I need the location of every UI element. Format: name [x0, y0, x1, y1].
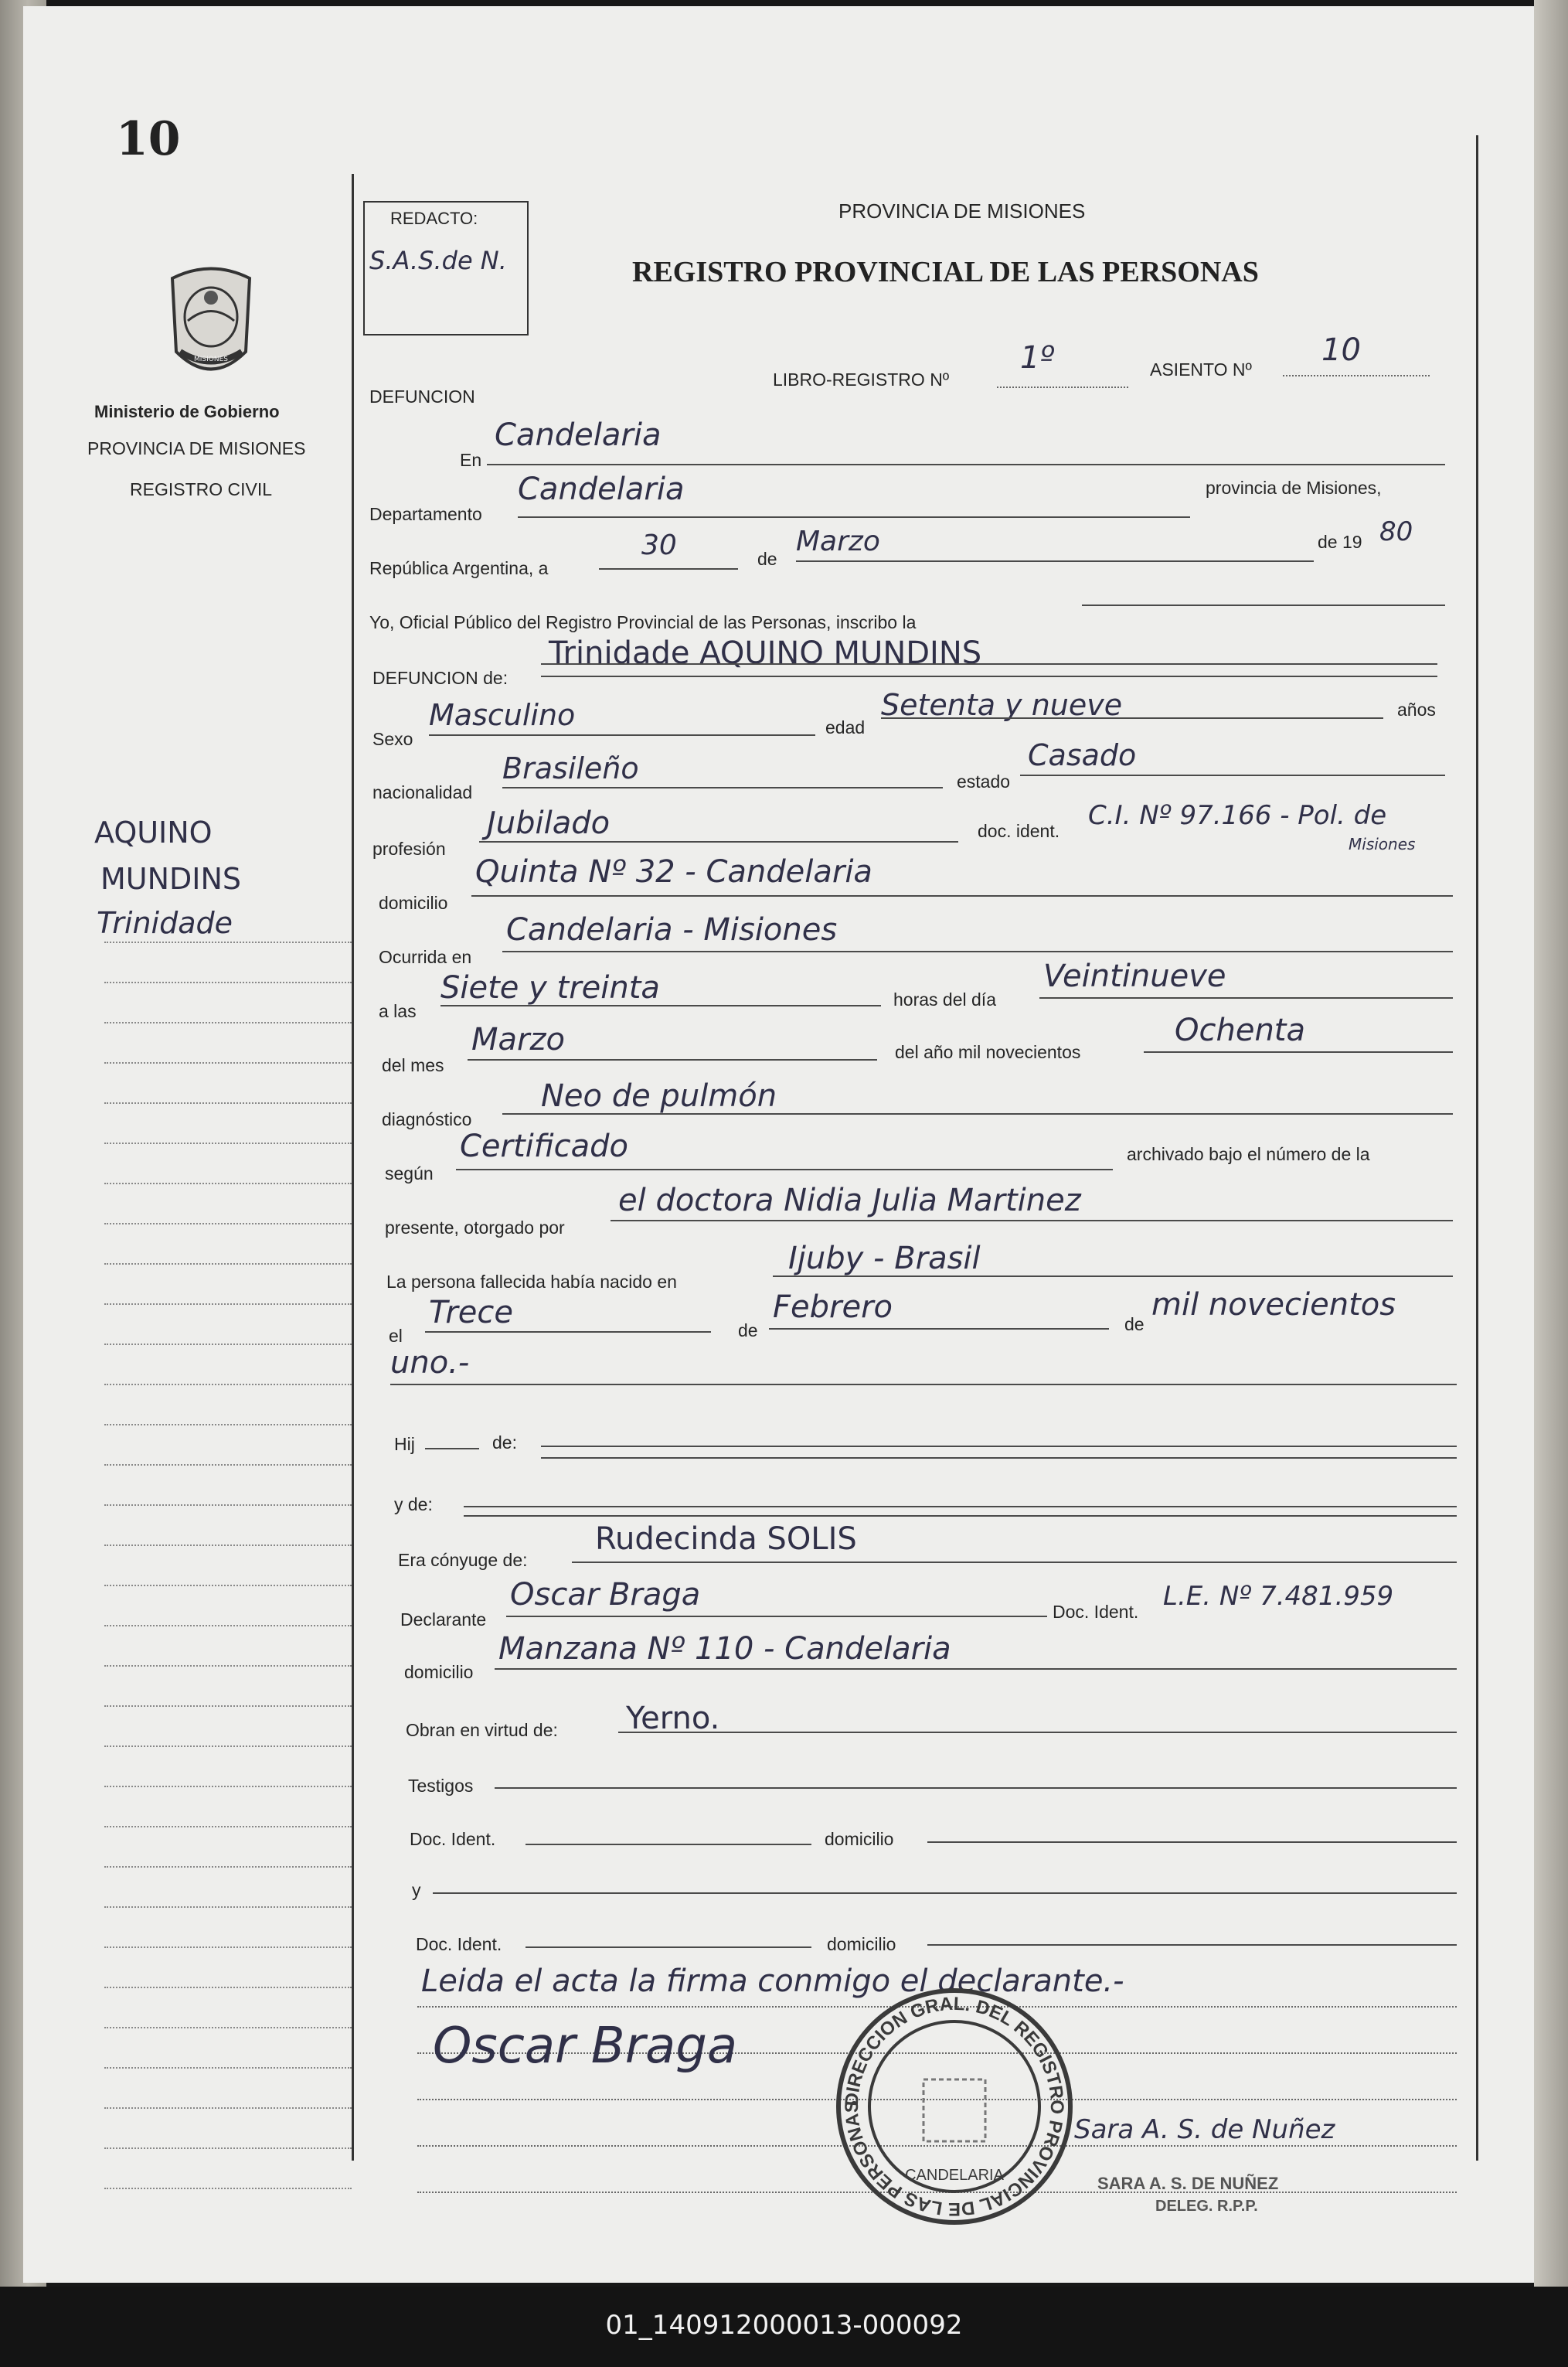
libro-value: 1º	[1020, 340, 1055, 376]
declarante-line	[506, 1616, 1047, 1617]
margin-ruled-line	[104, 2027, 352, 2028]
defuncion-value: Trinidade AQUINO MUNDINS	[549, 635, 982, 671]
segun-value: Certificado	[460, 1129, 628, 1164]
doc-ident-value-2: Misiones	[1349, 835, 1416, 853]
nacido-value: Ijuby - Brasil	[788, 1241, 981, 1276]
segun-line	[456, 1169, 1113, 1170]
binder-edge-right	[1534, 0, 1568, 2290]
yde-label: y de:	[394, 1494, 433, 1514]
departamento-suffix: provincia de Misiones,	[1206, 478, 1382, 498]
nac-ano-2: uno.-	[390, 1345, 470, 1381]
file-id: 01_140912000013-000092	[605, 2310, 963, 2341]
dom-decl-line	[495, 1668, 1457, 1670]
conyuge-value: Rudecinda SOLIS	[595, 1521, 857, 1557]
departamento-label: Departamento	[369, 504, 482, 524]
en-value: Candelaria	[495, 417, 662, 453]
departamento-line	[518, 516, 1190, 518]
office-line-1: Ministerio de Gobierno	[94, 402, 280, 421]
hora-value: Siete y treinta	[440, 970, 660, 1006]
nac-dia: Trece	[429, 1295, 513, 1330]
declarante-doc-value: L.E. Nº 7.481.959	[1163, 1581, 1394, 1612]
margin-ruled-line	[104, 1143, 352, 1144]
estado-label: estado	[957, 771, 1011, 792]
en-label: En	[460, 450, 482, 470]
declarante-value: Oscar Braga	[510, 1577, 701, 1613]
header-province: PROVINCIA DE MISIONES	[838, 199, 1086, 223]
office-line-3: REGISTRO CIVIL	[130, 479, 273, 499]
margin-ruled-line	[104, 2147, 352, 2149]
act-type: DEFUNCION	[369, 387, 475, 407]
margin-ruled-line	[104, 1987, 352, 1988]
fecha-de: de	[757, 549, 777, 569]
margin-ruled-line	[104, 1665, 352, 1667]
nac-dia-line	[425, 1331, 711, 1333]
mes-value: Marzo	[471, 1022, 565, 1057]
nac-mes-line	[769, 1328, 1109, 1330]
ocurrida-value: Candelaria - Misiones	[506, 912, 838, 948]
diagnostico-line	[502, 1113, 1453, 1115]
mes-ano-line	[1144, 1051, 1453, 1053]
oficial-signature: Sara A. S. de Nuñez	[1074, 2114, 1335, 2145]
margin-ruled-line	[104, 1625, 352, 1626]
sexo-label: Sexo	[372, 729, 413, 749]
mes-ano-label: del año mil novecientos	[895, 1042, 1081, 1062]
margin-ruled-line	[104, 1545, 352, 1546]
estado-value: Casado	[1028, 738, 1137, 772]
page-number: 10	[116, 112, 181, 166]
asiento-label: ASIENTO Nº	[1150, 359, 1252, 380]
fecha-year: 80	[1379, 516, 1413, 547]
declarante-label: Declarante	[400, 1609, 487, 1630]
margin-ruled-line	[104, 1705, 352, 1707]
hora-line	[440, 1005, 881, 1006]
margin-ruled-line	[104, 1344, 352, 1345]
fecha-day-line	[599, 568, 738, 570]
edad-label: edad	[825, 717, 866, 737]
vertical-rule-left	[352, 174, 354, 2161]
margin-ruled-line	[104, 1745, 352, 1747]
estado-line	[1020, 775, 1445, 776]
mes-ano-value: Ochenta	[1175, 1013, 1305, 1048]
diagnostico-label: diagnóstico	[382, 1109, 472, 1129]
y-label: y	[412, 1880, 421, 1900]
libro-line	[997, 387, 1128, 388]
margin-note-2: MUNDINS	[100, 862, 242, 896]
margin-ruled-line	[104, 1062, 352, 1064]
fecha-month: Marzo	[796, 526, 880, 557]
margin-ruled-line	[104, 2188, 352, 2189]
libro-label: LIBRO-REGISTRO Nº	[773, 370, 950, 390]
stamp-inner-text: CANDELARIA	[905, 2167, 1004, 2184]
margin-note-1: AQUINO	[94, 816, 213, 850]
dom-decl-value: Manzana Nº 110 - Candelaria	[498, 1631, 951, 1667]
nac-mes: Febrero	[773, 1289, 893, 1325]
edad-value: Setenta y nueve	[881, 688, 1123, 722]
asiento-line	[1283, 375, 1430, 376]
declarante-signature: Oscar Braga	[433, 2018, 738, 2075]
yde-line-2	[464, 1515, 1457, 1517]
testigos-label: Testigos	[408, 1776, 474, 1796]
header-registry: REGISTRO PROVINCIAL DE LAS PERSONAS	[632, 256, 1259, 288]
defuncion-label: DEFUNCION de:	[372, 668, 508, 688]
hora-label: a las	[379, 1001, 417, 1021]
emblem-label: MISIONES	[193, 356, 229, 363]
margin-ruled-line	[104, 1826, 352, 1827]
declarante-doc-label: Doc. Ident.	[1053, 1602, 1139, 1622]
doc-ident-value: C.I. Nº 97.166 - Pol. de	[1088, 800, 1387, 831]
margin-ruled-line	[104, 1223, 352, 1224]
margin-ruled-line	[104, 2067, 352, 2069]
oficial-text: Yo, Oficial Público del Registro Provincial de las Personas, inscribo la	[369, 612, 917, 632]
margin-ruled-line	[104, 1786, 352, 1787]
doc1-dom-line	[927, 1841, 1457, 1843]
hijo-short-line	[425, 1448, 479, 1449]
testigos-line	[495, 1787, 1457, 1789]
hora-dia-value: Veintinueve	[1043, 959, 1226, 994]
nac-de1: de	[738, 1320, 758, 1340]
edad-line	[881, 717, 1383, 719]
profesion-line	[479, 841, 958, 843]
conyuge-label: Era cónyuge de:	[398, 1550, 528, 1570]
ocurrida-line	[502, 951, 1453, 952]
margin-ruled-line	[104, 1906, 352, 1908]
diagnostico-value: Neo de pulmón	[541, 1078, 777, 1114]
margin-ruled-line	[104, 1585, 352, 1586]
segun-label: según	[385, 1163, 434, 1184]
doc2-dom-line	[927, 1944, 1457, 1946]
defuncion-line-2	[541, 676, 1437, 677]
hijo-de: de:	[492, 1432, 517, 1453]
defuncion-line	[541, 663, 1437, 665]
margin-ruled-line	[104, 1464, 352, 1466]
margin-ruled-line	[104, 1263, 352, 1265]
nacionalidad-label: nacionalidad	[372, 782, 473, 802]
nacionalidad-value: Brasileño	[502, 751, 639, 785]
y-line	[433, 1892, 1457, 1894]
fecha-month-line	[796, 560, 1314, 562]
margin-ruled-line	[104, 1866, 352, 1868]
conyuge-line	[572, 1562, 1457, 1563]
margin-ruled-line	[104, 982, 352, 983]
margin-note-3: Trinidade	[97, 906, 233, 940]
margin-ruled-line	[104, 2107, 352, 2109]
segun-archivo: archivado bajo el número de la	[1127, 1144, 1370, 1164]
otorgado-value: el doctora Nidia Julia Martinez	[618, 1183, 1081, 1218]
obran-value: Yerno.	[626, 1701, 720, 1736]
fecha-label: República Argentina, a	[369, 558, 549, 578]
official-stamp-line-1: SARA A. S. DE NUÑEZ	[1097, 2174, 1279, 2193]
domicilio-label: domicilio	[379, 893, 448, 913]
redacto-value: S.A.S.de N.	[369, 246, 507, 275]
margin-ruled-line	[104, 1946, 352, 1948]
closing-text: Leida el acta la firma conmigo el declarante.-	[421, 1963, 1124, 1999]
obran-line	[618, 1732, 1457, 1733]
obran-label: Obran en virtud de:	[406, 1720, 558, 1740]
sexo-line	[429, 734, 815, 736]
official-stamp-line-2: DELEG. R.P.P.	[1155, 2198, 1258, 2215]
margin-ruled-line	[104, 1504, 352, 1506]
margin-ruled-line	[104, 942, 352, 943]
sexo-value: Masculino	[429, 698, 576, 732]
domicilio-line	[471, 895, 1453, 897]
hijo-line	[541, 1446, 1457, 1447]
nacido-line	[773, 1275, 1453, 1277]
margin-ruled-line	[104, 1102, 352, 1104]
nacido-label: La persona fallecida había nacido en	[386, 1272, 677, 1292]
nac-el: el	[389, 1326, 403, 1346]
hijo-line-2	[541, 1457, 1457, 1459]
mes-line	[468, 1059, 877, 1061]
otorgado-label: presente, otorgado por	[385, 1218, 565, 1238]
anos-label: años	[1397, 700, 1436, 720]
asiento-value: 10	[1321, 332, 1361, 368]
dom-decl-label: domicilio	[404, 1662, 474, 1682]
doc1-line	[526, 1844, 811, 1845]
vertical-rule-right	[1476, 135, 1478, 2161]
doc-ident-label: doc. ident.	[978, 821, 1060, 841]
yde-line	[464, 1506, 1457, 1507]
hora-dia-label: horas del día	[893, 989, 996, 1010]
margin-ruled-line	[104, 1183, 352, 1184]
profesion-label: profesión	[372, 839, 446, 859]
margin-ruled-line	[104, 1022, 352, 1023]
oficial-line	[1082, 605, 1445, 606]
stamp-outer-text: DIRECCION GRAL. DEL REGISTRO PROVINCIAL DE LAS PERSONAS	[841, 1993, 1068, 2220]
domicilio-value: Quinta Nº 32 - Candelaria	[475, 854, 872, 890]
hora-dia-line	[1039, 997, 1453, 999]
margin-ruled-line	[104, 1303, 352, 1305]
redacto-label: REDACTO:	[390, 209, 478, 228]
hijo-label: Hij	[394, 1434, 415, 1454]
departamento-value: Candelaria	[518, 472, 685, 507]
doc2-dom: domicilio	[827, 1934, 896, 1954]
nacionalidad-line	[502, 787, 943, 788]
otorgado-line	[611, 1220, 1453, 1221]
doc2-label: Doc. Ident.	[416, 1934, 502, 1954]
margin-ruled-line	[104, 1384, 352, 1385]
nac-ano: mil novecientos	[1151, 1287, 1396, 1323]
profesion-value: Jubilado	[487, 805, 611, 841]
doc2-line	[526, 1946, 811, 1948]
doc1-dom: domicilio	[825, 1829, 894, 1849]
coat-of-arms-icon	[161, 259, 261, 387]
fecha-year-label: de 19	[1318, 532, 1362, 552]
nac-de2: de	[1124, 1314, 1145, 1334]
nac-ano-line	[390, 1384, 1457, 1385]
en-line	[487, 464, 1445, 465]
ocurrida-label: Ocurrida en	[379, 947, 472, 967]
fecha-day: 30	[641, 530, 677, 561]
registry-stamp-icon	[827, 1979, 1082, 2234]
office-line-2: PROVINCIA DE MISIONES	[87, 438, 306, 458]
margin-ruled-line	[104, 1424, 352, 1425]
mes-label: del mes	[382, 1055, 444, 1075]
doc1-label: Doc. Ident.	[410, 1829, 496, 1849]
